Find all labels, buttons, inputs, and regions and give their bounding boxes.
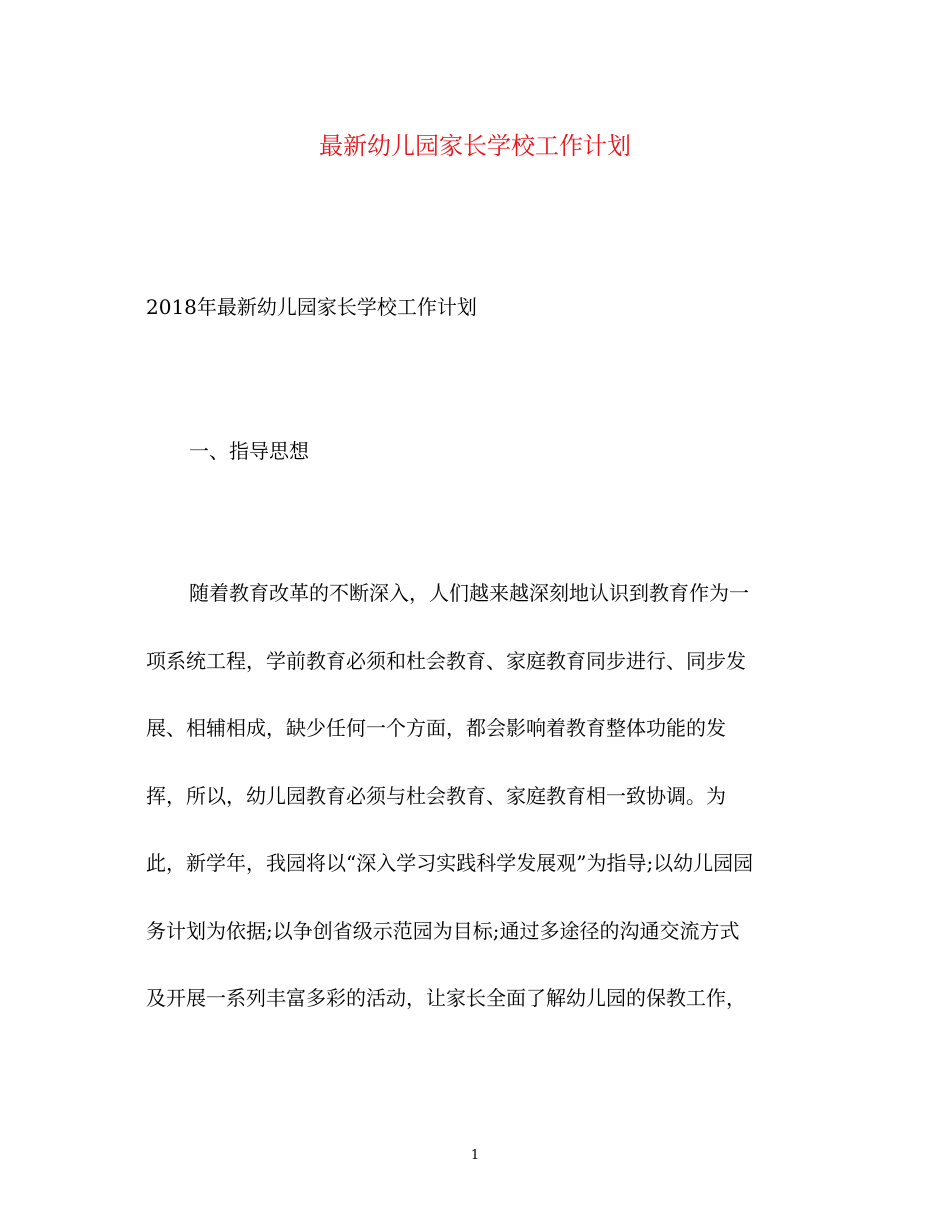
- document-subtitle: 2018年最新幼儿园家长学校工作计划: [146, 295, 477, 319]
- body-line: 务计划为依据;以争创省级示范园为目标;通过多途径的沟通交流方式: [146, 918, 740, 943]
- body-line: 展、相辅相成，缺少任何一个方面，都会影响着教育整体功能的发: [146, 716, 726, 740]
- section-heading: 一、指导思想: [189, 439, 309, 463]
- page-number: 1: [470, 1148, 480, 1163]
- document-title: 最新幼儿园家长学校工作计划: [319, 132, 631, 160]
- body-line: 随着教育改革的不断深入，人们越来越深刻地认识到教育作为一: [189, 581, 749, 605]
- body-line: 此，新学年，我园将以“深入学习实践科学发展观”为指导;以幼儿园园: [146, 851, 754, 875]
- body-line: 及开展一系列丰富多彩的活动，让家长全面了解幼儿园的保教工作，: [146, 986, 746, 1010]
- body-line: 挥，所以，幼儿园教育必须与杜会教育、家庭教育相一致协调。为: [146, 783, 726, 808]
- body-line: 项系统工程，学前教育必须和杜会教育、家庭教育同步进行、同步发: [146, 648, 746, 673]
- body-paragraph: [146, 578, 826, 1051]
